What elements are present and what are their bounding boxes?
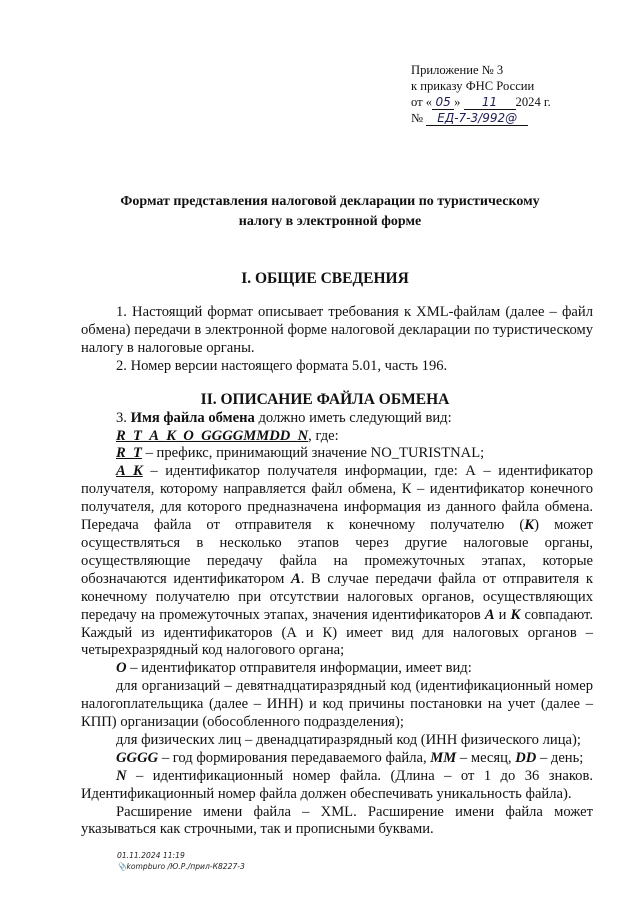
annex-number: № ЕД-7-3/992@ (411, 110, 551, 126)
annex-year: 2024 г. (515, 95, 551, 109)
handwritten-day: 05 (432, 96, 454, 110)
paragraph-1: 1. Настоящий формат описывает требования к XML-файлам (далее – файл обмена) передачи в электронной форме налоговой декларации по туристическому налогу в налоговые органы. (81, 304, 593, 356)
annex-block (411, 62, 551, 126)
paperclip-icon: 📎 (117, 862, 127, 871)
definition-ak: A_K – идентификатор получателя информации, где: А – идентификатор получателя, которому направляется файл обмена, К – идентификатор конечного получателя, для которого предназначена информация из данного файла обмена. Передача файла от отправителя к конечному получателю (К) может осуществляться в несколько этапов через другие налоговые органы, осуществляющие передачу файла на промежуточных этапах, которые обозначаются идентификатором А. В случае передачи файла от отправителя к конечному получателю при отсутствии налоговых органов, осуществляющих передачу на промежуточных этапах, значения идентификаторов А и К совпадают. Каждый из идентификаторов (А и К) имеет вид для налоговых органов – четырехразрядный код налогового органа; (81, 463, 593, 659)
document-title: Формат представления налоговой декларации по туристическому налогу в электронной форме (120, 194, 540, 229)
section-heading-exchange-file: II. ОПИСАНИЕ ФАЙЛА ОБМЕНА (200, 391, 450, 408)
definition-rt: R_T – префикс, принимающий значение NO_TURISTNAL; (116, 445, 485, 462)
annex-date: от « 05 » 11 2024 г. (411, 95, 551, 109)
annex-title: Приложение № 3 (411, 63, 504, 77)
paragraph-3: 3. Имя файла обмена должно иметь следующий вид: (116, 409, 452, 426)
document-body (81, 304, 593, 839)
definition-individuals: для физических лиц – двенадцатиразрядный код (ИНН физического лица); (116, 731, 581, 748)
definition-date-parts: GGGG – год формирования передаваемого файла, MM – месяц, DD – день; (116, 749, 584, 766)
file-name-pattern: R_T_A_K_O_GGGGMMDD_N, где: (116, 427, 339, 444)
paragraph-2: 2. Номер версии настоящего формата 5.01, часть 196. (116, 357, 448, 374)
definition-organizations: для организаций – девятнадцатиразрядный код (идентификационный номер налогоплательщика (далее – ИНН) и код причины постановки на учет (далее – КПП) организации (обособленного подразделения); (81, 678, 593, 731)
section-heading-general: I. ОБЩИЕ СВЕДЕНИЯ (241, 270, 409, 287)
print-timestamp: 01.11.2024 11:19 (117, 851, 185, 860)
print-footer (117, 850, 245, 872)
definition-o: О – идентификатор отправителя информации, имеет вид: (116, 660, 472, 677)
handwritten-order-number: ЕД-7-3/992@ (426, 112, 528, 126)
file-path: kompburo /Ю.Р./прил-К8227-3 (126, 862, 245, 871)
annex-order-ref: к приказу ФНС России (411, 79, 535, 93)
handwritten-month: 11 (464, 96, 516, 110)
definition-n: N – идентификационный номер файла. (Длина – от 1 до 36 знаков. Идентификационный номер файла должен обеспечивать уникальность файла). (81, 767, 593, 802)
extension-note: Расширение имени файла – XML. Расширение имени файла может указываться как строчными, так и прописными буквами. (81, 803, 593, 838)
